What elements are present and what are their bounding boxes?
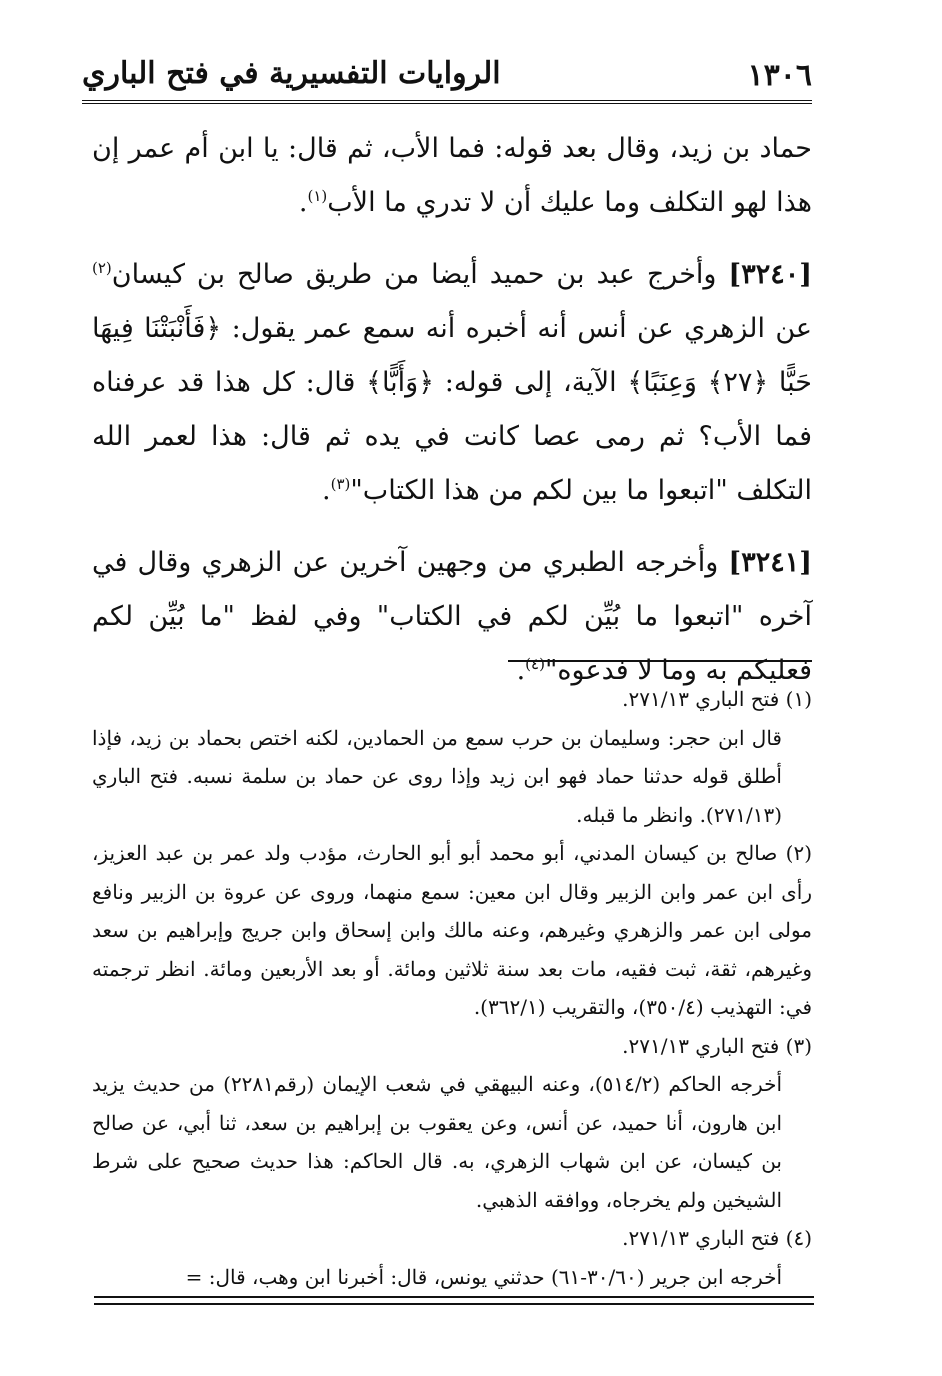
footnote-ref-3: (٣) — [330, 475, 351, 493]
paragraph-3-end: . — [516, 655, 526, 686]
paragraph-1-text: حماد بن زيد، وقال بعد قوله: فما الأب، ثم قال: يا ابن أم عمر إن هذا لهو التكلف وما عليك أن لا تدري ما الأب — [92, 133, 812, 218]
footnote-ref-1: (١) — [307, 187, 328, 205]
paragraph-2-text-b: عن الزهري عن أنس أنه أخبره أنه سمع عمر يقول: ﴿فَأَنْبَتْنَا فِيهَا حَبًّا ﴿٢٧﴾ وَعِنَبًا﴾ الآية، إلى قوله: ﴿وَأَبًّا﴾ قال: كل هذا قد عرفناه فما الأب؟ ثم رمى عصا كانت في يده ثم قال: هذا لعمر الله التكلف "اتبعوا ما بين لكم من هذا الكتاب" — [92, 313, 812, 506]
paragraph-3-text: وأخرجه الطبري من وجهين آخرين عن الزهري وقال في آخره "اتبعوا ما بُيِّن لكم في الكتاب" وفي لفظ "ما بُيِّن لكم فعليكم به وما لا فدعوه" — [92, 547, 812, 686]
footnote-ref-2: (٢) — [92, 259, 112, 277]
footnote-2: (٢) صالح بن كيسان المدني، أبو محمد أبو أبو الحارث، مؤدب ولد عمر بن عبد العزيز، رأى ابن عمر وابن الزبير وقال ابن معين: سمع منهما، وروى عن عروة بن الزبير ونافع مولى ابن عمر والزهري وغيرهم، وعنه مالك وابن إسحاق وابن جريج وإبراهيم بن سعد وغيرهم، ثقة، ثبت فقيه، مات بعد سنة ثلاثين ومائة. أو بعد الأربعين ومائة. انظر ترجمته في: التهذيب (٣٥٠/٤)، والتقريب (٣٦٢/١). — [92, 841, 813, 1019]
paragraph-2-end: . — [322, 475, 331, 506]
footnote-1: (١) فتح الباري ٢٧١/١٣. — [622, 687, 812, 711]
footnote-3-detail: أخرجه الحاكم (٥١٤/٢)، وعنه البيهقي في شعب الإيمان (رقم٢٢٨١) من حديث يزيد ابن هارون، أنا حميد، عن أنس، وعن يعقوب بن إبراهيم بن سعد، ثنا أبي، عن صالح بن كيسان، عن ابن شهاب الزهري، به. قال الحاكم: هذا حديث صحيح على شرط الشيخين ولم يخرجاه، ووافقه الذهبي. — [92, 1072, 782, 1212]
footnote-ref-4: (٤) — [525, 655, 545, 673]
footnotes — [92, 680, 812, 1296]
footnote-separator — [508, 660, 812, 662]
page-number: ١٣٠٦ — [747, 58, 812, 93]
paragraph-3 — [92, 536, 812, 698]
footnote-3: (٣) فتح الباري ٢٧١/١٣. — [622, 1033, 812, 1058]
paragraph-2 — [92, 248, 812, 518]
main-text — [92, 122, 812, 716]
narration-number-3240: [٣٢٤٠] — [728, 259, 812, 290]
page-header — [82, 56, 812, 104]
footnote-4-detail: أخرجه ابن جرير (٣٠/٦٠-٦١) حدثني يونس، قال: أخبرنا ابن وهب، قال: = — [185, 1264, 782, 1289]
footnote-1-detail: قال ابن حجر: وسليمان بن حرب سمع من الحمادين، لكنه اختص بحماد بن زيد، فإذا أطلق قوله حدثنا حماد فهو ابن زيد وإذا روى عن حماد بن سلمة نسبه. فتح الباري (٢٧١/١٣). وانظر ما قبله. — [92, 725, 782, 827]
footnote-4: (٤) فتح الباري ٢٧١/١٣. — [622, 1226, 812, 1250]
page-bottom-rule — [94, 1296, 814, 1305]
paragraph-2-text-a: وأخرج عبد بن حميد أيضا من طريق صالح بن كيسان — [111, 259, 717, 290]
paragraph-1-end: . — [298, 187, 308, 218]
paragraph-1 — [92, 122, 812, 230]
running-title: الروايات التفسيرية في فتح الباري — [82, 56, 501, 91]
narration-number-3241: [٣٢٤١] — [728, 547, 812, 578]
